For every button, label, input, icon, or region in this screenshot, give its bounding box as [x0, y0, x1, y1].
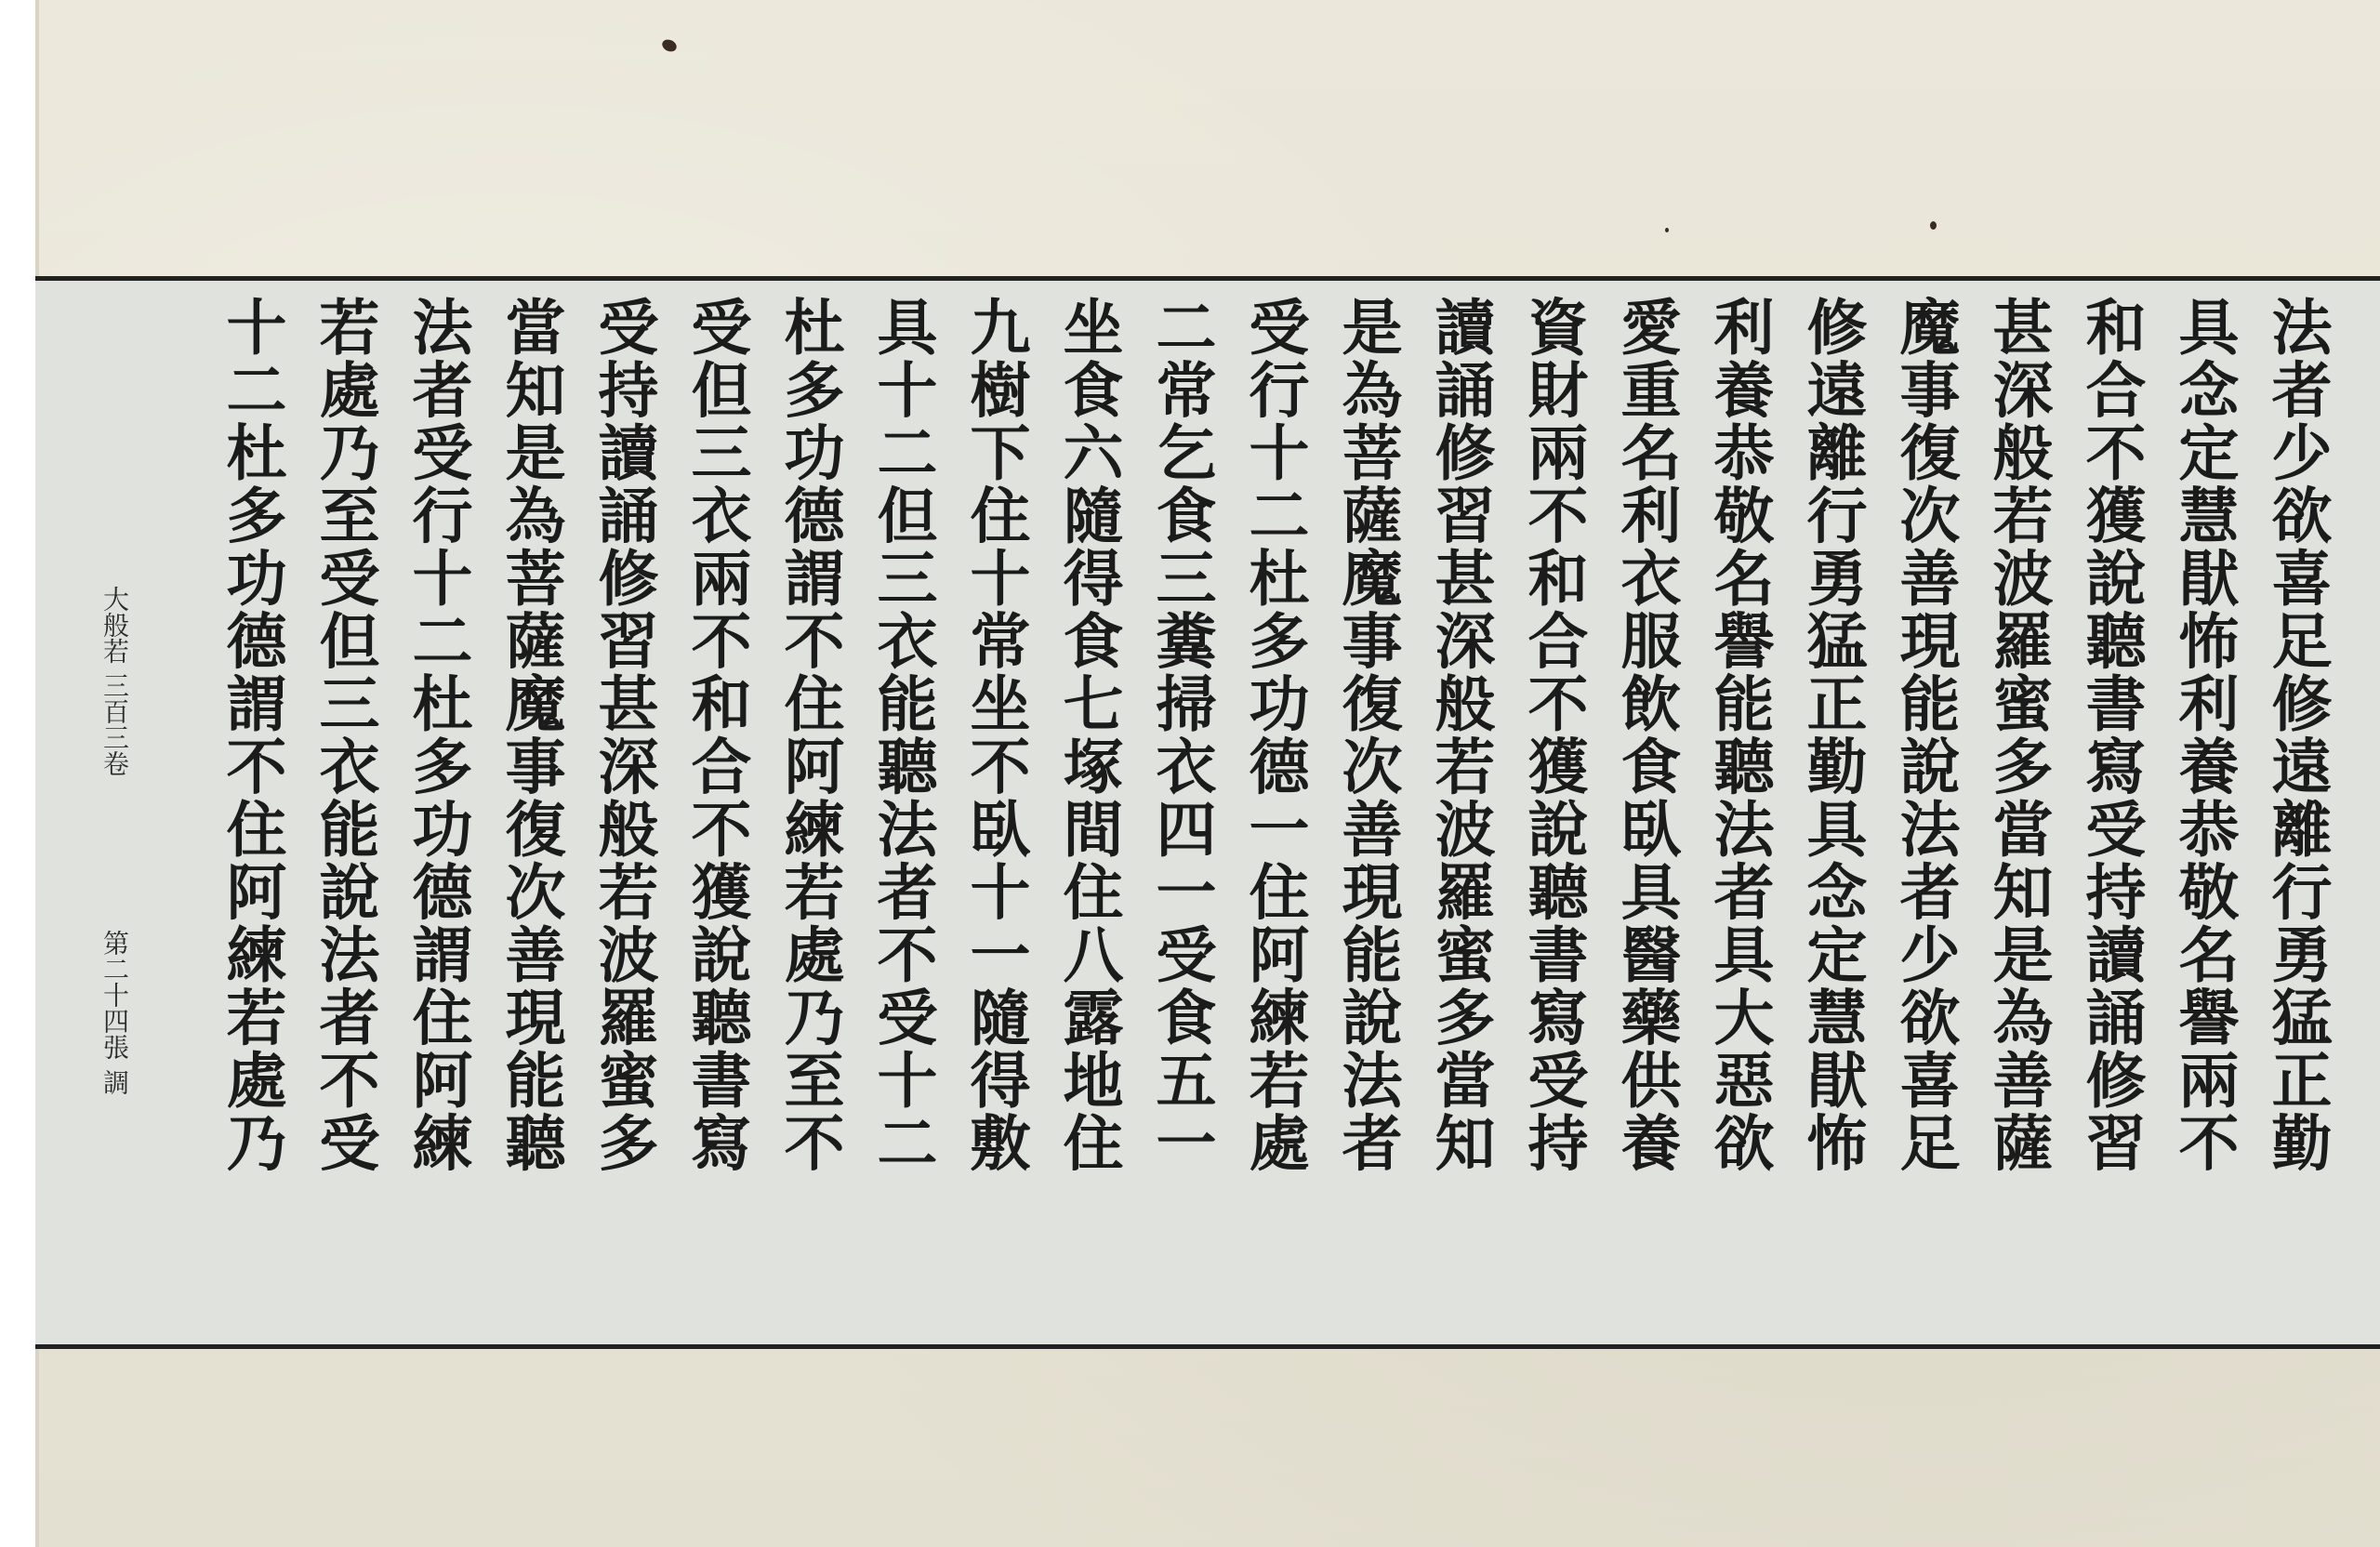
text-column-17: 杜多功德謂不住阿練若處乃至不: [774, 296, 844, 1174]
text-column-10: 讀誦修習甚深般若波羅蜜多當知: [1424, 296, 1495, 1174]
text-column-1: 法者少欲喜足修遠離行勇猛正勤: [2261, 296, 2332, 1174]
bottom-border-rule: [35, 1344, 2380, 1349]
text-column-13: 二常乞食三糞掃衣四一受食五一: [1145, 296, 1216, 1174]
text-column-8: 愛重名利衣服飲食臥具醫藥供養: [1610, 296, 1681, 1174]
top-border-rule: [35, 276, 2380, 281]
text-column-21: 法者受行十二杜多功德謂住阿練: [402, 296, 472, 1174]
text-column-4: 甚深般若波羅蜜多當知是為善薩: [1982, 296, 2053, 1174]
text-column-15: 九樹下住十常坐不臥十一隨得敷: [959, 296, 1030, 1174]
text-column-6: 修遠離行勇猛正勤具念定慧猒怖: [1796, 296, 1867, 1174]
margin-volume-title: 大般若 三百三卷: [99, 586, 130, 776]
text-column-16: 具十二但三衣能聽法者不受十二: [866, 296, 937, 1174]
text-column-9: 資財兩不和合不獲說聽書寫受持: [1517, 296, 1588, 1174]
ink-spot: [1930, 221, 1937, 230]
text-column-2: 具念定慧猒怖利養恭敬名譽兩不: [2168, 296, 2239, 1174]
text-column-19: 受持讀誦修習甚深般若波羅蜜多: [588, 296, 658, 1174]
text-column-23: 十二杜多功德謂不住阿練若處乃: [216, 296, 286, 1174]
text-column-3: 和合不獲說聽書寫受持讀誦修習: [2075, 296, 2146, 1174]
margin-page-number: 第二十四張: [99, 930, 130, 1060]
text-column-11: 是為菩薩魔事復次善現能說法者: [1331, 296, 1402, 1174]
text-column-7: 利養恭敬名譽能聽法者具大惡欲: [1703, 296, 1774, 1174]
text-column-22: 若處乃至受但三衣能說法者不受: [309, 296, 379, 1174]
ink-spot: [1665, 228, 1669, 232]
text-column-20: 當知是為菩薩魔事復次善現能聽: [495, 296, 565, 1174]
text-column-5: 魔事復次善現能說法者少欲喜足: [1889, 296, 1960, 1174]
text-column-14: 坐食六隨得食七塚間住八露地住: [1052, 296, 1123, 1174]
text-column-18: 受但三衣兩不和合不獲說聽書寫: [681, 296, 751, 1174]
margin-carver-mark: 調: [99, 1069, 130, 1095]
text-column-12: 受行十二杜多功德一住阿練若處: [1238, 296, 1309, 1174]
